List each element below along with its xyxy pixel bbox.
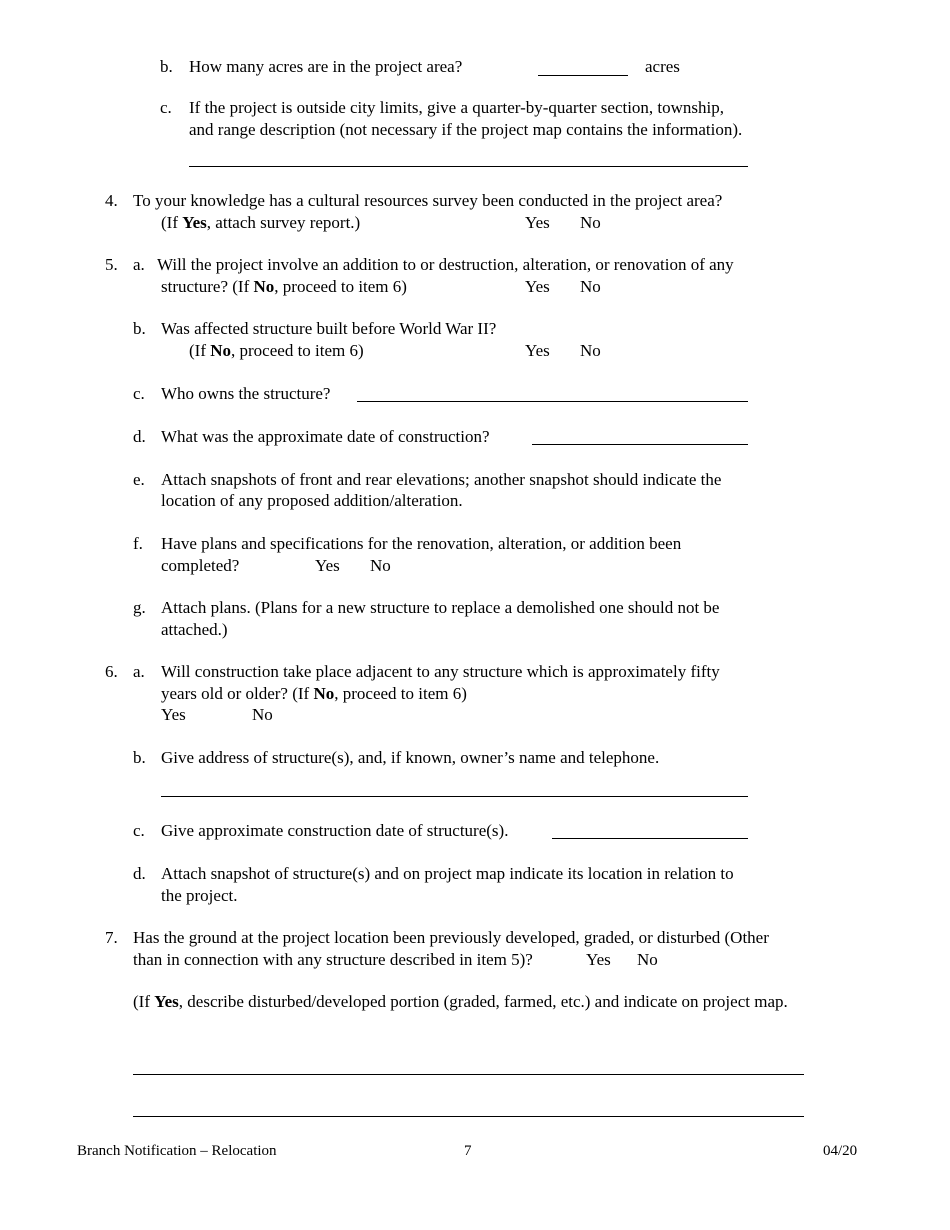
structure-address-answer-line[interactable]	[161, 796, 748, 797]
q5b-letter: b.	[133, 319, 146, 338]
acres-answer-line[interactable]	[538, 75, 628, 76]
q6d-instruction-line1: Attach snapshot of structure(s) and on project map indicate its location in relation to	[161, 864, 734, 883]
structure-date-answer-line[interactable]	[552, 838, 748, 839]
q6c-question: Give approximate construction date of structure(s).	[161, 821, 509, 840]
q7-number: 7.	[105, 928, 118, 947]
q4-question-line2: (If Yes, attach survey report.)	[161, 213, 361, 232]
q3c-question-line1: If the project is outside city limits, give a quarter-by-quarter section, township,	[189, 98, 725, 117]
q5b-question-line2: (If No, proceed to item 6)	[189, 341, 364, 360]
q6a-no-option[interactable]: No	[252, 705, 273, 724]
q5e-instruction-line2: location of any proposed addition/alteration.	[161, 491, 463, 510]
footer-document-title: Branch Notification – Relocation	[77, 1143, 277, 1159]
q5e-instruction-line1: Attach snapshots of front and rear elevations; another snapshot should indicate the	[161, 470, 722, 489]
q6b-letter: b.	[133, 748, 146, 767]
q5b-yes-option[interactable]: Yes	[525, 341, 550, 360]
disturbed-portion-answer-line-2[interactable]	[133, 1116, 804, 1117]
q7-note: (If Yes, describe disturbed/developed portion (graded, farmed, etc.) and indicate on project map.	[133, 992, 788, 1011]
q5g-instruction-line1: Attach plans. (Plans for a new structure to replace a demolished one should not be	[161, 598, 720, 617]
q5f-question-line1: Have plans and specifications for the renovation, alteration, or addition been	[161, 534, 682, 553]
q4-question-line1: To your knowledge has a cultural resources survey been conducted in the project area?	[133, 191, 723, 210]
q6a-letter: a.	[133, 662, 145, 681]
q5a-question-line2: structure? (If No, proceed to item 6)	[161, 277, 407, 296]
q3c-question-line2: and range description (not necessary if the project map contains the information).	[189, 120, 743, 139]
disturbed-portion-answer-line-1[interactable]	[133, 1074, 804, 1075]
q6a-question-line2: years old or older? (If No, proceed to item 6)	[161, 684, 467, 703]
q6b-question: Give address of structure(s), and, if known, owner’s name and telephone.	[161, 748, 660, 767]
q5c-letter: c.	[133, 384, 145, 403]
q5f-letter: f.	[133, 534, 143, 553]
footer-revision-date: 04/20	[823, 1143, 858, 1159]
q5d-question: What was the approximate date of construction?	[161, 427, 490, 446]
q6-number: 6.	[105, 662, 118, 681]
q5b-no-option[interactable]: No	[580, 341, 601, 360]
q5f-no-option[interactable]: No	[370, 556, 391, 575]
construction-date-answer-line[interactable]	[532, 444, 748, 445]
q5g-letter: g.	[133, 598, 146, 617]
q6d-letter: d.	[133, 864, 146, 883]
q3b-letter: b.	[160, 57, 173, 76]
q5f-yes-option[interactable]: Yes	[315, 556, 340, 575]
q7-question-line1: Has the ground at the project location been previously developed, graded, or disturbed (Other	[133, 928, 769, 947]
q3b-question: How many acres are in the project area?	[189, 57, 463, 76]
q7-no-option[interactable]: No	[637, 950, 658, 969]
q5-number: 5.	[105, 255, 118, 274]
q4-no-option[interactable]: No	[580, 213, 601, 232]
owner-answer-line[interactable]	[357, 401, 748, 402]
q7-question-line2: than in connection with any structure described in item 5)?	[133, 950, 533, 969]
q7-yes-option[interactable]: Yes	[586, 950, 611, 969]
q4-number: 4.	[105, 191, 118, 210]
q5a-no-option[interactable]: No	[580, 277, 601, 296]
legal-description-answer-line[interactable]	[189, 166, 748, 167]
q5a-question-line1: Will the project involve an addition to or destruction, alteration, or renovation of any	[157, 255, 734, 274]
acres-unit-label: acres	[645, 57, 680, 76]
q5a-yes-option[interactable]: Yes	[525, 277, 550, 296]
q3c-letter: c.	[160, 98, 172, 117]
q6a-yes-option[interactable]: Yes	[161, 705, 186, 724]
footer-page-number: 7	[464, 1143, 472, 1159]
q5a-letter: a.	[133, 255, 145, 274]
q5e-letter: e.	[133, 470, 145, 489]
q6d-instruction-line2: the project.	[161, 886, 238, 905]
q5g-instruction-line2: attached.)	[161, 620, 228, 639]
q5d-letter: d.	[133, 427, 146, 446]
q6c-letter: c.	[133, 821, 145, 840]
q5b-question-line1: Was affected structure built before World War II?	[161, 319, 497, 338]
q5c-question: Who owns the structure?	[161, 384, 331, 403]
q6a-question-line1: Will construction take place adjacent to any structure which is approximately fifty	[161, 662, 720, 681]
q4-yes-option[interactable]: Yes	[525, 213, 550, 232]
q5f-question-line2: completed?	[161, 556, 240, 575]
